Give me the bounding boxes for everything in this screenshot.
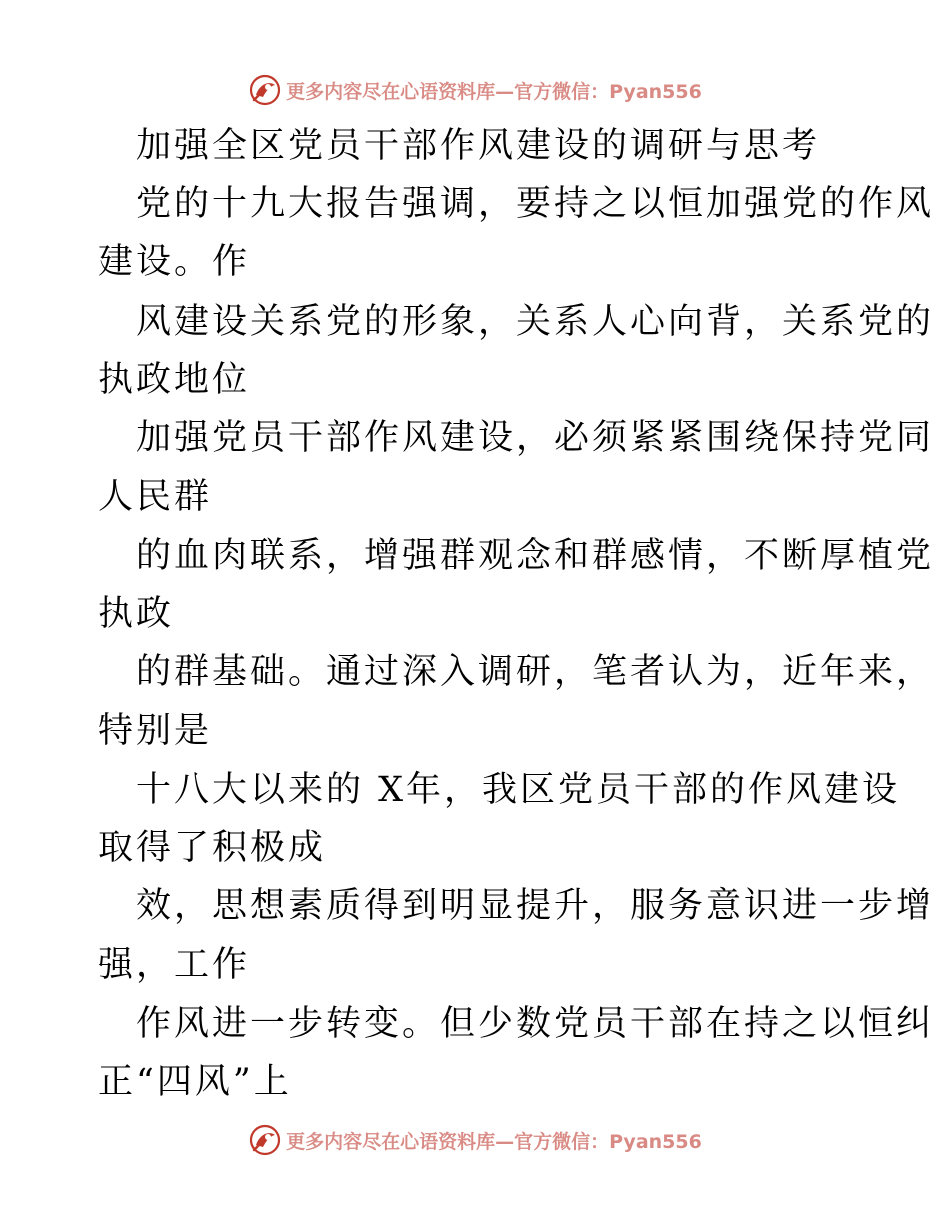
paragraph-line: 作风进一步转变。但少数党员干部在持之以恒纠 [136, 1004, 935, 1044]
paragraph-line: 党的十九大报告强调，要持之以恒加强党的作风 [136, 184, 935, 224]
paragraph-line: 强，工作 [98, 945, 251, 985]
header-banner-text: 更多内容尽在心语资料库—官方微信：Pyan556 [286, 80, 702, 103]
footer-banner-text: 更多内容尽在心语资料库—官方微信：Pyan556 [286, 1130, 702, 1153]
paragraph-line: 正“四风”上 [98, 1062, 292, 1102]
paragraph-line: 取得了积极成 [98, 828, 327, 868]
paragraph-line: 执政 [98, 594, 175, 634]
paragraph-line: 加强党员干部作风建设，必须紧紧围绕保持党同 [136, 418, 935, 458]
footer-banner [0, 1120, 950, 1160]
header-banner [0, 70, 950, 110]
logo-icon [248, 73, 282, 107]
paragraph-line: 风建设关系党的形象，关系人心向背，关系党的 [136, 302, 935, 342]
logo-icon [248, 1123, 282, 1157]
paragraph-line: 建设。作 [98, 242, 251, 282]
document-title: 加强全区党员干部作风建设的调研与思考 [136, 126, 821, 166]
paragraph-line: 十八大以来的 X年，我区党员干部的作风建设 [136, 770, 901, 810]
paragraph-line: 人民群 [98, 477, 213, 517]
paragraph-line: 的群基础。通过深入调研，笔者认为，近年来， [136, 652, 935, 692]
paragraph-line: 的血肉联系，增强群观念和群感情，不断厚植党 [136, 536, 935, 576]
paragraph-line: 特别是 [98, 711, 213, 751]
paragraph-line: 效，思想素质得到明显提升，服务意识进一步增 [136, 886, 935, 926]
paragraph-line: 执政地位 [98, 360, 251, 400]
